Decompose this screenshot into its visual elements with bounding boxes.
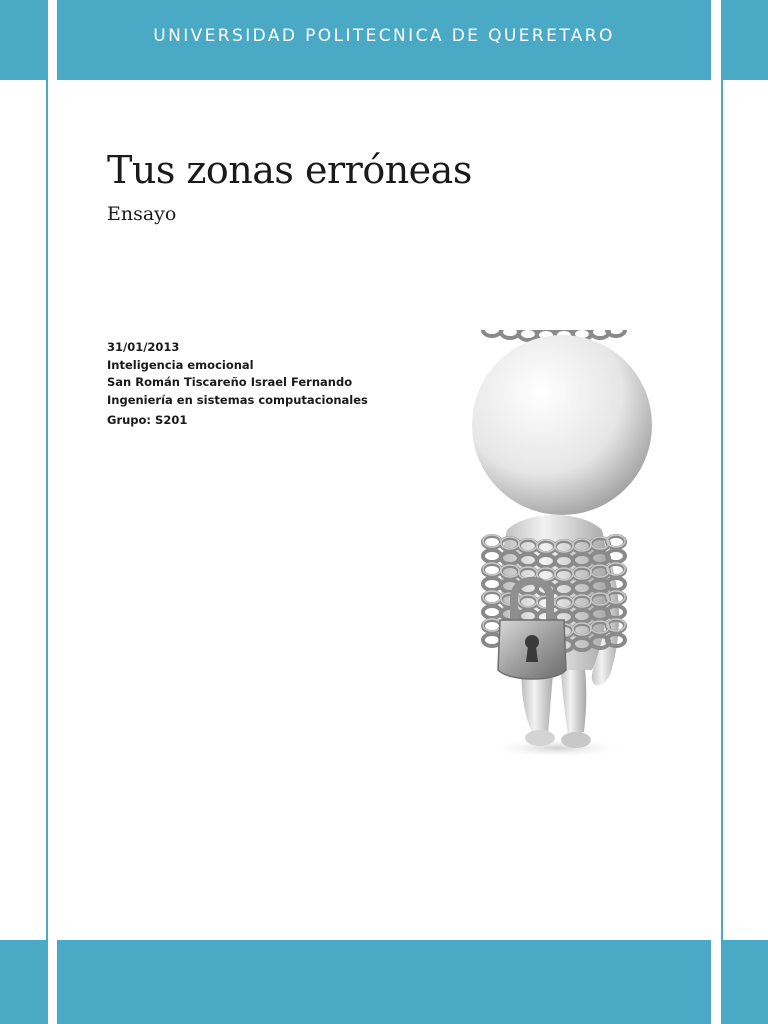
left-side-band: [0, 0, 48, 1024]
header-band: [57, 0, 711, 80]
right-side-band-page: [723, 80, 768, 940]
meta-date: 31/01/2013: [107, 340, 180, 354]
footer-band: [57, 940, 711, 1024]
cover-page: [57, 0, 711, 1024]
meta-group: Grupo: S201: [107, 413, 188, 427]
chained-figure-padlock-icon: [452, 330, 662, 770]
right-side-band: [721, 0, 768, 1024]
institution-name: UNIVERSIDAD POLITECNICA DE QUERETARO: [153, 26, 615, 46]
meta-course: Inteligencia emocional: [107, 357, 254, 372]
meta-author: San Román Tiscareño Israel Fernando: [107, 375, 353, 389]
document-meta: [107, 339, 368, 430]
meta-program: Ingeniería en sistemas computacionales: [107, 392, 368, 407]
document-subtitle: Ensayo: [107, 203, 177, 225]
document-title: Tus zonas erróneas: [107, 148, 472, 192]
left-side-band-page: [0, 80, 46, 940]
